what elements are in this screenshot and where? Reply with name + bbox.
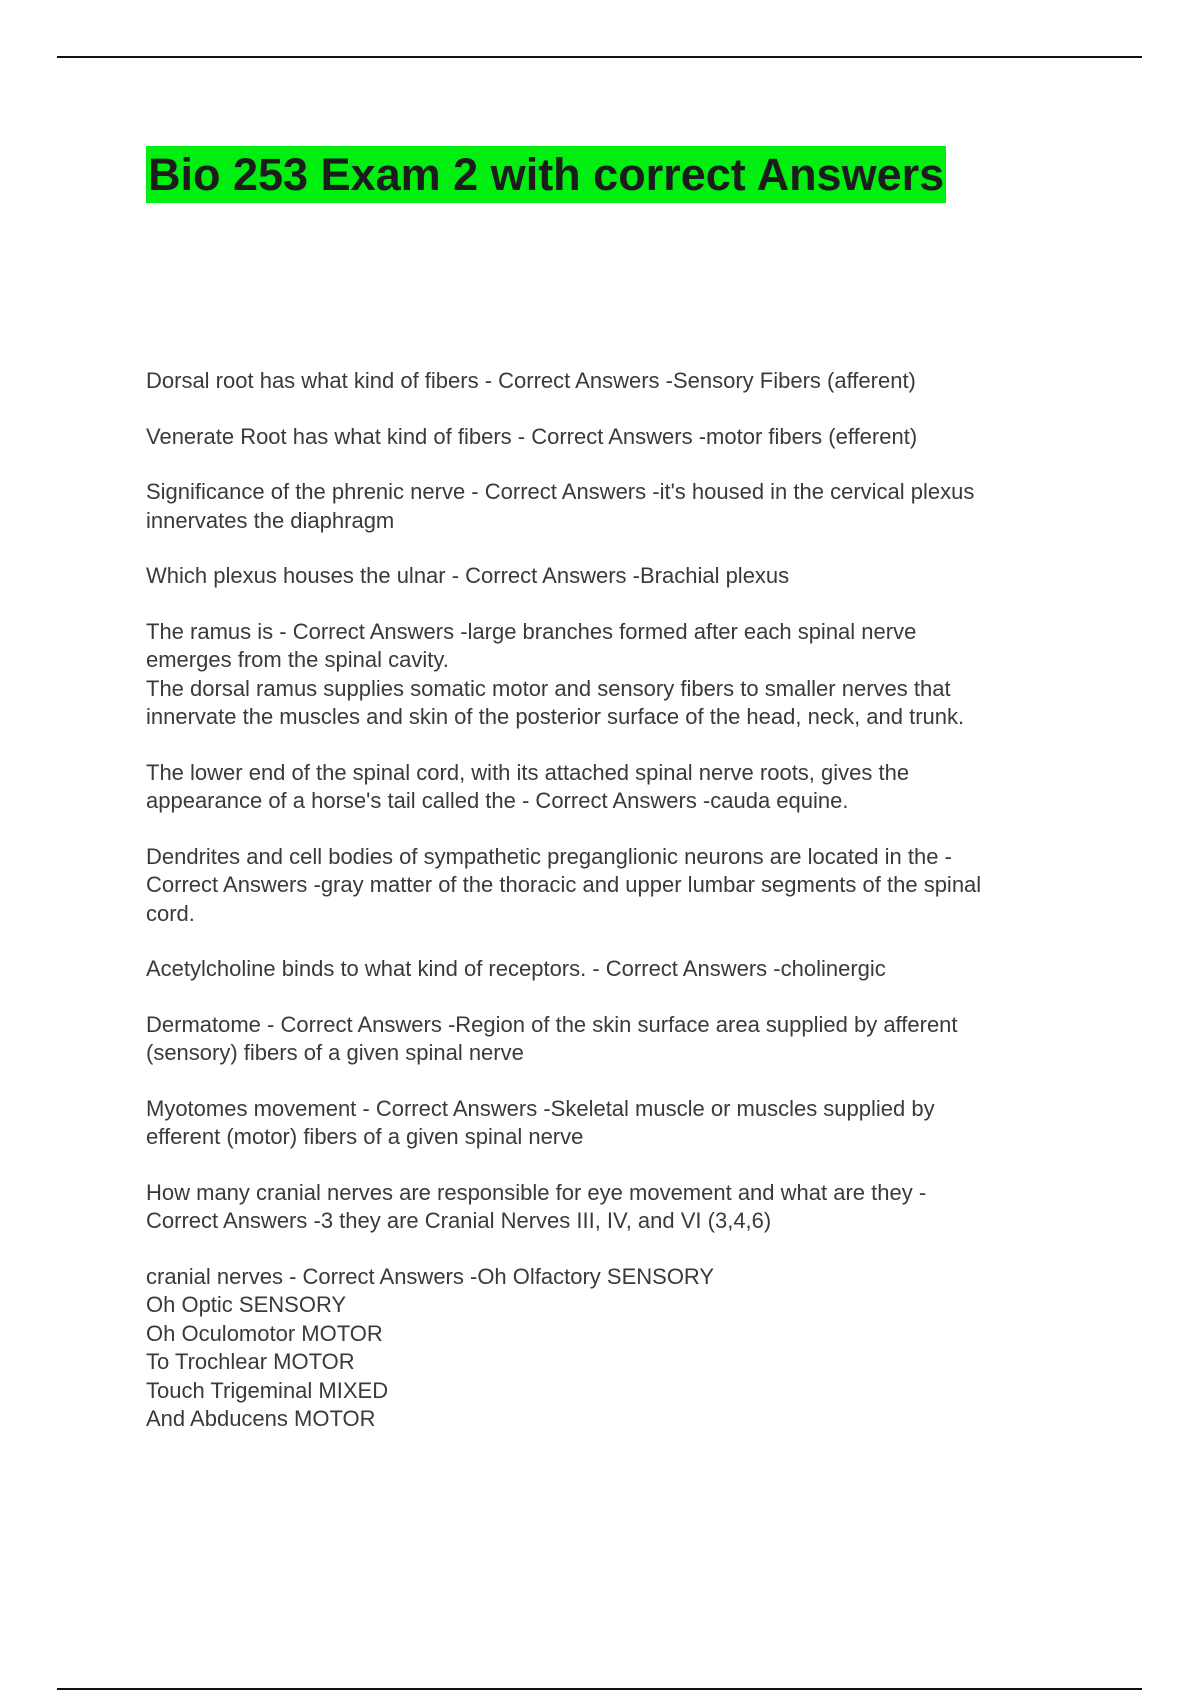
qa-entry-line: Myotomes movement - Correct Answers -Skeletal muscle or muscles supplied by	[146, 1095, 935, 1121]
qa-entry-line: The dorsal ramus supplies somatic motor and sensory fibers to smaller nerves that	[146, 675, 951, 701]
qa-entry-line: To Trochlear MOTOR	[146, 1349, 355, 1374]
qa-entry-line: Correct Answers -gray matter of the thoracic and upper lumbar segments of the spinal	[146, 872, 982, 897]
title-block	[146, 146, 946, 203]
document-title: Bio 253 Exam 2 with correct Answers	[146, 146, 946, 203]
qa-entry-line: Venerate Root has what kind of fibers - Correct Answers -motor fibers (efferent)	[146, 423, 918, 449]
qa-entry	[146, 1095, 1086, 1152]
qa-entry	[146, 367, 1086, 396]
qa-entry-line: Significance of the phrenic nerve - Correct Answers -it's housed in the cervical plexus	[146, 479, 975, 504]
qa-entry-line: appearance of a horse's tail called the - Correct Answers -cauda equine.	[146, 788, 849, 813]
qa-entry	[146, 618, 1086, 732]
qa-entry	[146, 1263, 1086, 1434]
qa-list	[146, 367, 1086, 1461]
qa-entry-line: Dermatome - Correct Answers -Region of the skin surface area supplied by afferent	[146, 1011, 958, 1037]
qa-entry-line: And Abducens MOTOR	[146, 1406, 376, 1431]
qa-entry-line: innervates the diaphragm	[146, 507, 395, 533]
qa-entry-line: Dorsal root has what kind of fibers - Correct Answers -Sensory Fibers (afferent)	[146, 368, 916, 393]
qa-entry	[146, 1011, 1086, 1068]
qa-entry-line: Correct Answers -3 they are Cranial Nerves III, IV, and VI (3,4,6)	[146, 1208, 772, 1233]
qa-entry-line: cranial nerves - Correct Answers -Oh Olfactory SENSORY	[146, 1263, 715, 1289]
qa-entry	[146, 843, 1086, 929]
qa-entry-line: Which plexus houses the ulnar - Correct Answers -Brachial plexus	[146, 563, 790, 588]
qa-entry-line: The lower end of the spinal cord, with its attached spinal nerve roots, gives the	[146, 759, 910, 785]
qa-entry	[146, 562, 1086, 591]
qa-entry-line: emerges from the spinal cavity.	[146, 647, 449, 672]
qa-entry-line: Oh Oculomotor MOTOR	[146, 1320, 383, 1346]
qa-entry	[146, 478, 1086, 535]
qa-entry-line: Oh Optic SENSORY	[146, 1292, 347, 1317]
qa-entry-line: Dendrites and cell bodies of sympathetic preganglionic neurons are located in the -	[146, 843, 952, 869]
qa-entry-line: Acetylcholine binds to what kind of receptors. - Correct Answers -cholinergic	[146, 956, 886, 981]
qa-entry	[146, 759, 1086, 816]
top-rule	[57, 56, 1142, 58]
qa-entry-line: Touch Trigeminal MIXED	[146, 1377, 389, 1403]
qa-entry-line: innervate the muscles and skin of the posterior surface of the head, neck, and trunk.	[146, 704, 965, 729]
bottom-rule	[57, 1688, 1142, 1690]
qa-entry	[146, 1179, 1086, 1236]
qa-entry	[146, 423, 1086, 452]
qa-entry-line: How many cranial nerves are responsible for eye movement and what are they -	[146, 1179, 927, 1205]
qa-entry-line: efferent (motor) fibers of a given spinal nerve	[146, 1124, 584, 1149]
qa-entry-line: cord.	[146, 900, 195, 926]
qa-entry-line: The ramus is - Correct Answers -large branches formed after each spinal nerve	[146, 618, 917, 644]
qa-entry-line: (sensory) fibers of a given spinal nerve	[146, 1040, 524, 1065]
qa-entry	[146, 955, 1086, 984]
